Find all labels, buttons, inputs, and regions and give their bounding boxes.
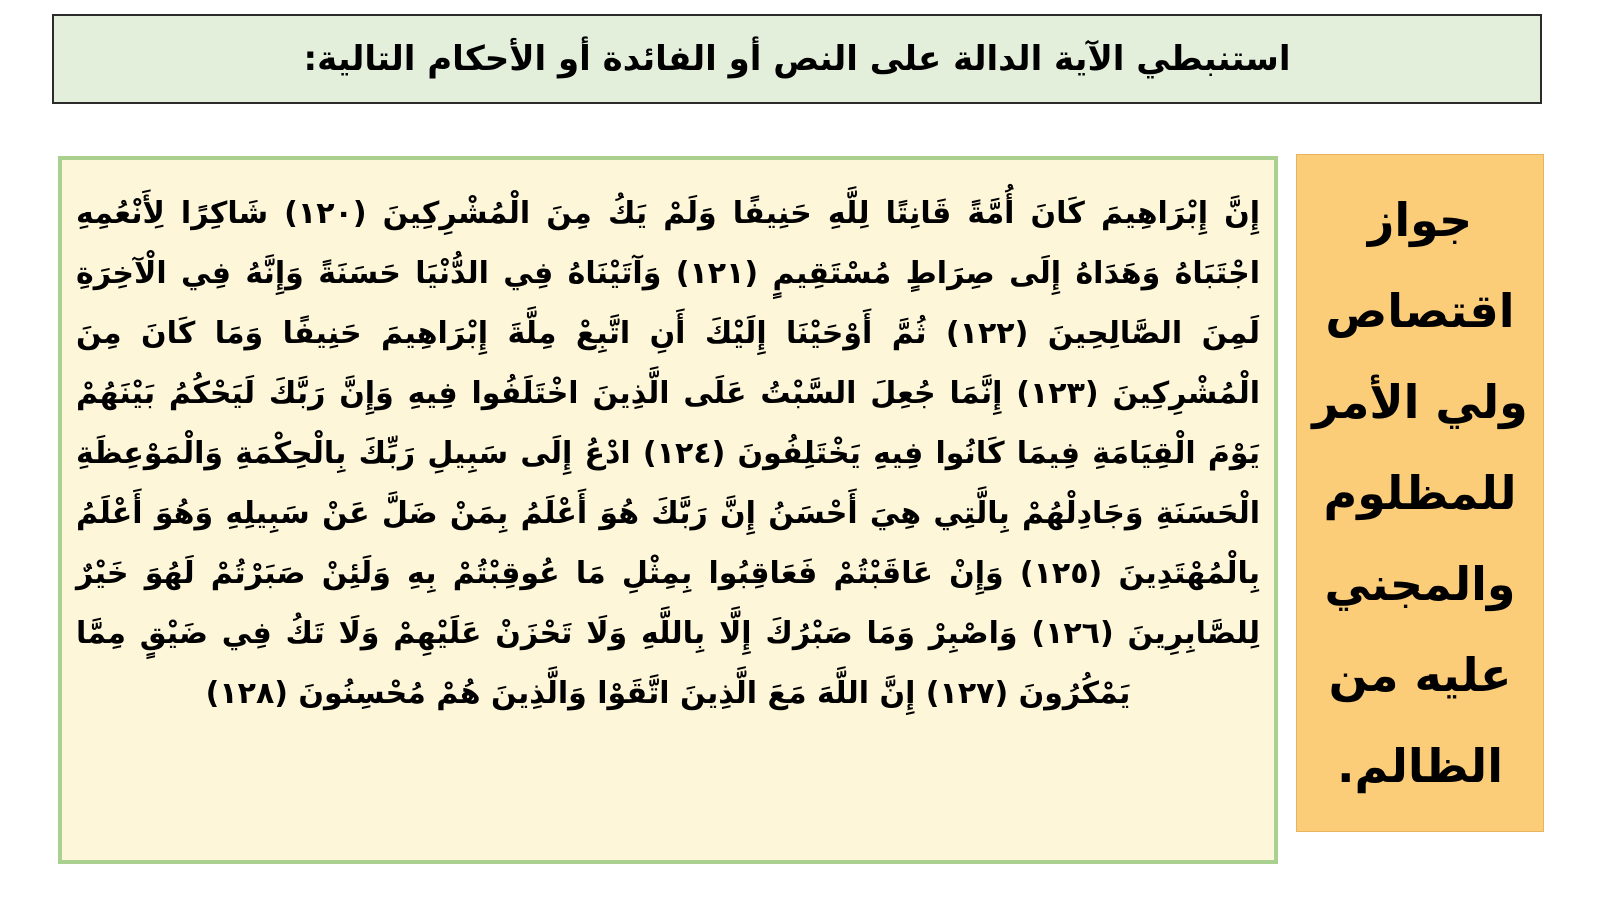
instruction-header	[52, 14, 1542, 104]
instruction-title: استنبطي الآية الدالة على النص أو الفائدة أو الأحكام التالية:	[303, 39, 1291, 79]
ruling-line: والمجني	[1324, 556, 1516, 611]
ruling-line: اقتصاص	[1325, 283, 1515, 338]
ruling-line: للمظلوم	[1323, 465, 1517, 520]
ruling-line: جواز	[1367, 192, 1473, 247]
ruling-panel	[1296, 154, 1544, 832]
quran-verses-panel	[58, 156, 1278, 864]
ruling-line: الظالم.	[1337, 738, 1503, 793]
ruling-line: ولي الأمر	[1312, 374, 1528, 429]
quran-verses-text: إِنَّ إِبْرَاهِيمَ كَانَ أُمَّةً قَانِتًا لِلَّهِ حَنِيفًا وَلَمْ يَكُ مِنَ الْمُشْرِكِينَ (١٢٠) شَاكِرًا لِأَنْعُمِهِ اجْتَبَاهُ وَهَدَاهُ إِلَى صِرَاطٍ مُسْتَقِيمٍ (١٢١) وَآتَيْنَاهُ فِي الدُّنْيَا حَسَنَةً وَإِنَّهُ فِي الْآخِرَةِ لَمِنَ الصَّالِحِينَ (١٢٢) ثُمَّ أَوْحَيْنَا إِلَيْكَ أَنِ اتَّبِعْ مِلَّةَ إِبْرَاهِيمَ حَنِيفًا وَمَا كَانَ مِنَ الْمُشْرِكِينَ (١٢٣) إِنَّمَا جُعِلَ السَّبْتُ عَلَى الَّذِينَ اخْتَلَفُوا فِيهِ وَإِنَّ رَبَّكَ لَيَحْكُمُ بَيْنَهُمْ يَوْمَ الْقِيَامَةِ فِيمَا كَانُوا فِيهِ يَخْتَلِفُونَ (١٢٤) ادْعُ إِلَى سَبِيلِ رَبِّكَ بِالْحِكْمَةِ وَالْمَوْعِظَةِ الْحَسَنَةِ وَجَادِلْهُمْ بِالَّتِي هِيَ أَحْسَنُ إِنَّ رَبَّكَ هُوَ أَعْلَمُ بِمَنْ ضَلَّ عَنْ سَبِيلِهِ وَهُوَ أَعْلَمُ بِالْمُهْتَدِينَ (١٢٥) وَإِنْ عَاقَبْتُمْ فَعَاقِبُوا بِمِثْلِ مَا عُوقِبْتُمْ بِهِ وَلَئِنْ صَبَرْتُمْ لَهُوَ خَيْرٌ لِلصَّابِرِينَ (١٢٦) وَاصْبِرْ وَمَا صَبْرُكَ إِلَّا بِاللَّهِ وَلَا تَحْزَنْ عَلَيْهِمْ وَلَا تَكُ فِي ضَيْقٍ مِمَّا يَمْكُرُونَ (١٢٧) إِنَّ اللَّهَ مَعَ الَّذِينَ اتَّقَوْا وَالَّذِينَ هُمْ مُحْسِنُونَ (١٢٨)	[76, 196, 1261, 711]
ruling-line: عليه من	[1328, 647, 1512, 702]
